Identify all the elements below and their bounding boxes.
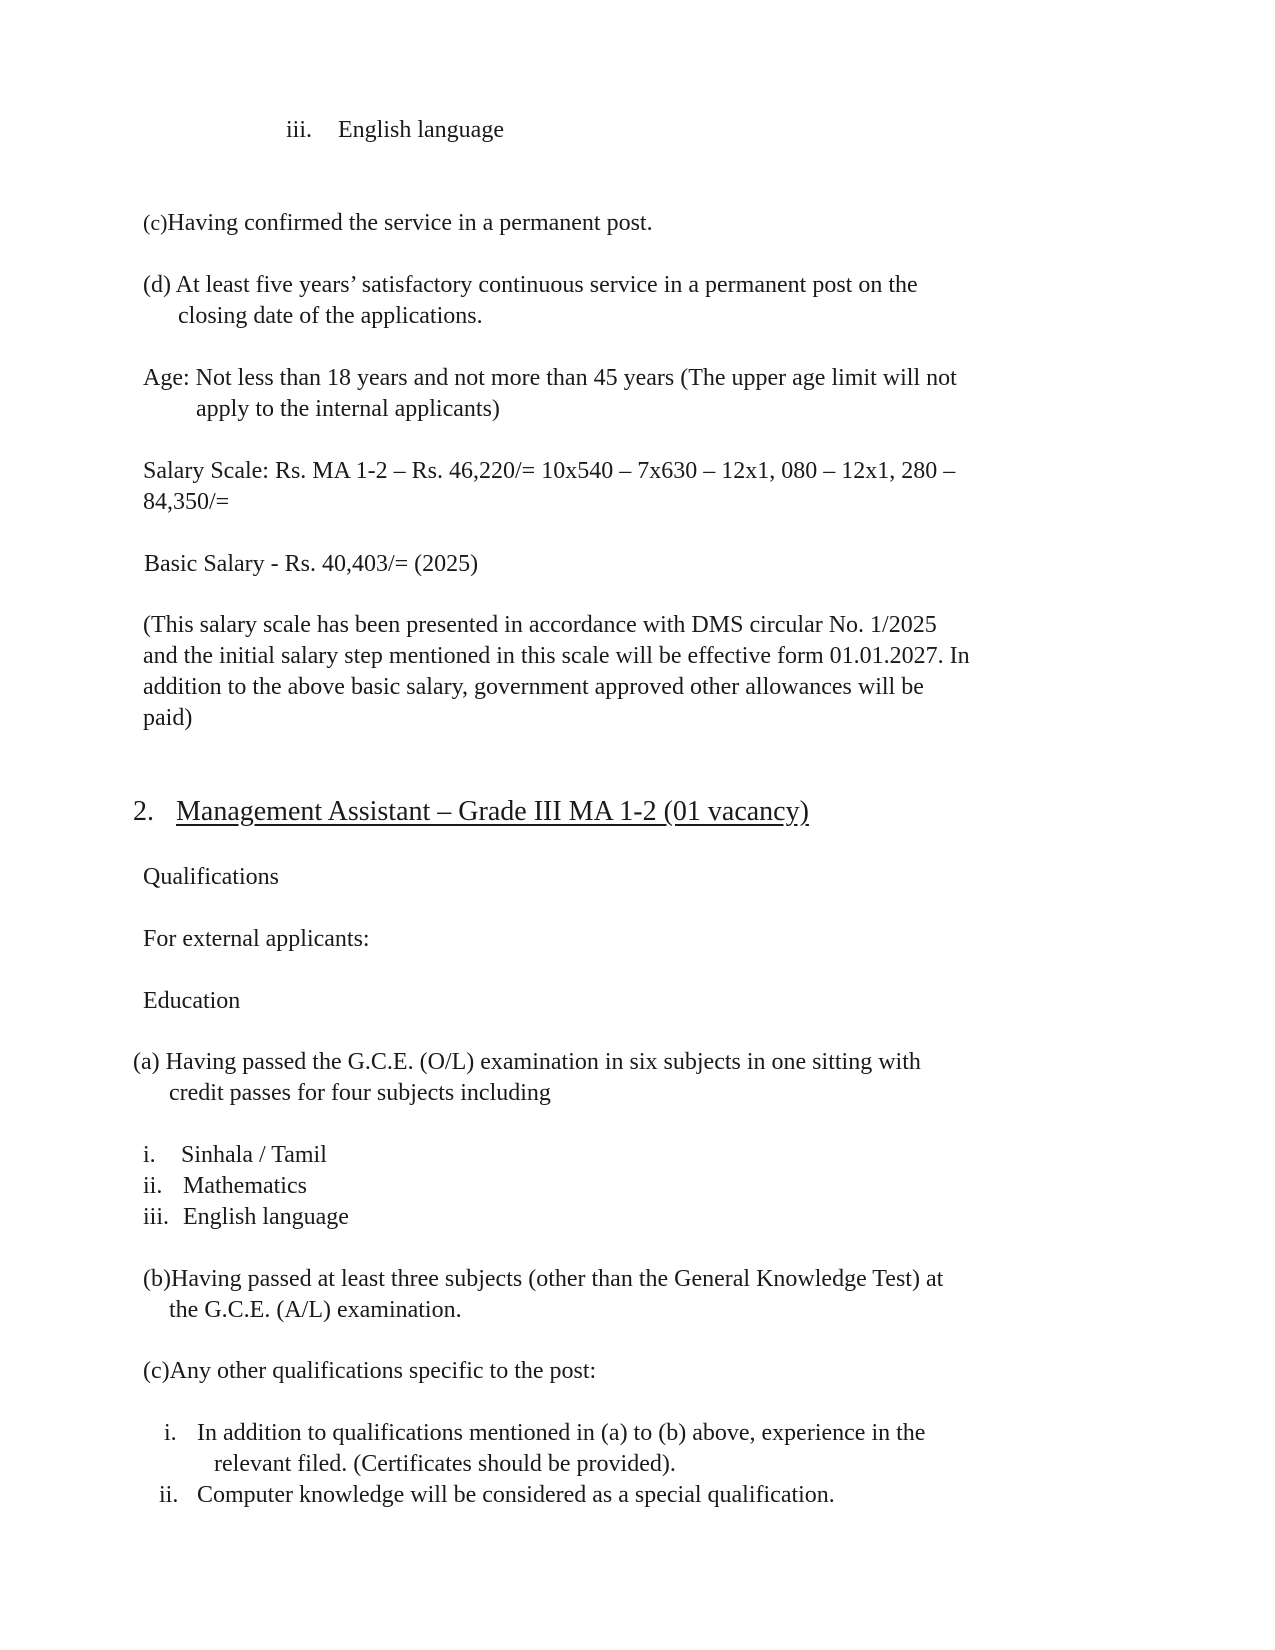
salary-note-line2: and the initial salary step mentioned in this scale will be effective form 01.01.2027. In [143,643,970,669]
qualifications-label: Qualifications [143,864,279,890]
other-qual-2-line1: Computer knowledge will be considered as a special qualification. [197,1482,835,1508]
age-line1: Age: Not less than 18 years and not more than 45 years (The upper age limit will not [143,365,957,391]
list-number: iii. [143,1204,170,1230]
list-number: i. [164,1420,177,1446]
salary-note-line3: addition to the above basic salary, government approved other allowances will be [143,674,924,700]
section-title: Management Assistant – Grade III MA 1-2 (01 vacancy) [176,796,809,827]
section-heading [133,794,809,830]
education-c: (c)Any other qualifications specific to the post: [143,1358,597,1384]
salary-note-line1: (This salary scale has been presented in accordance with DMS circular No. 1/2025 [143,612,937,638]
salary-note-line4: paid) [143,705,193,731]
list-item [286,114,504,146]
other-qual-1-line2: relevant filed. (Certificates should be provided). [214,1451,676,1477]
list-text: English language [338,117,504,143]
list-item [143,1170,307,1202]
list-number: i. [143,1142,156,1168]
education-a-line1: (a) Having passed the G.C.E. (O/L) examination in six subjects in one sitting with [133,1049,921,1075]
list-number: ii. [143,1173,163,1199]
education-label: Education [143,988,241,1014]
education-a-line2: credit passes for four subjects including [169,1080,551,1106]
list-item [143,1201,349,1233]
list-text: Sinhala / Tamil [181,1142,327,1168]
list-number: ii. [159,1482,179,1508]
requirement-d-line1: (d) At least five years’ satisfactory continuous service in a permanent post on the [143,272,918,298]
salary-scale-line2: 84,350/= [143,489,230,515]
list-marker: (c) [143,210,168,235]
list-number: iii. [286,117,313,143]
list-text: Mathematics [183,1173,307,1199]
list-text: English language [183,1204,349,1230]
section-number: 2. [133,796,154,827]
requirement-text: Having confirmed the service in a permanent post. [167,210,653,236]
education-b-line1: (b)Having passed at least three subjects (other than the General Knowledge Test) at [143,1266,944,1292]
external-applicants-label: For external applicants: [143,926,370,952]
education-b-line2: the G.C.E. (A/L) examination. [169,1297,462,1323]
requirement-d-line2: closing date of the applications. [178,303,483,329]
age-line2: apply to the internal applicants) [196,396,500,422]
requirement-c [143,207,653,239]
salary-scale-line1: Salary Scale: Rs. MA 1-2 – Rs. 46,220/= 10x540 – 7x630 – 12x1, 080 – 12x1, 280 – [143,458,956,484]
basic-salary: Basic Salary - Rs. 40,403/= (2025) [144,551,479,577]
list-item [143,1139,327,1171]
other-qual-1-line1: In addition to qualifications mentioned in (a) to (b) above, experience in the [197,1420,926,1446]
